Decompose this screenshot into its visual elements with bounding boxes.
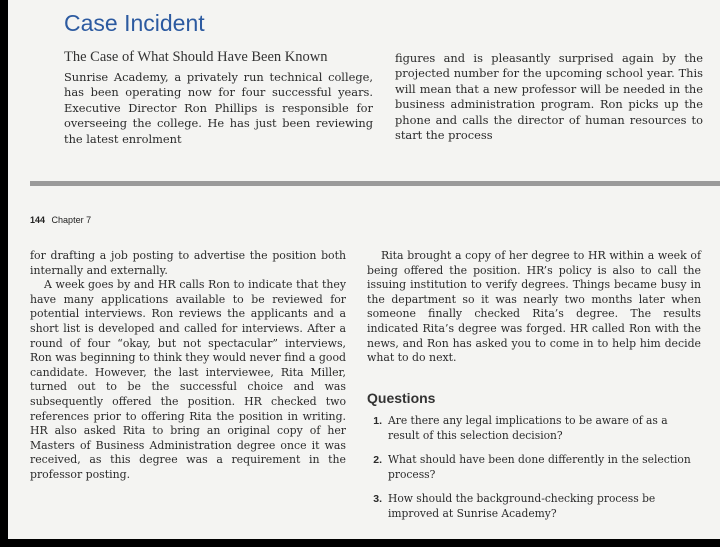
intro-paragraph-left: Sunrise Academy, a privately run technical college, has been operating now for four successful years. Executive Director Ron Phillips is responsible for overseeing the college. He has just been reviewing the latest enrolment [64, 70, 373, 146]
question-number: 3. [373, 493, 382, 505]
question-item [367, 453, 697, 482]
questions-list [367, 414, 697, 531]
body-column-right [367, 249, 701, 366]
page-footer [30, 215, 91, 225]
section-title: Case Incident [64, 10, 205, 36]
question-number: 1. [373, 415, 382, 427]
question-text: Are there any legal implications to be aware of as a result of this selection decision? [388, 414, 668, 442]
case-title: The Case of What Should Have Been Known [64, 49, 328, 65]
question-item [367, 492, 697, 521]
chapter-label: Chapter 7 [51, 215, 92, 225]
question-number: 2. [373, 454, 382, 466]
body-paragraph: A week goes by and HR calls Ron to indicate that they have many applications available to be reviewed for potential interviews. Ron reviews the applicants and a short list is developed and called for interviews. After a round of four “okay, but not spectacular” interviews, Ron was beginning to think they would never find a good candidate. However, the last interviewee, Rita Miller, turned out to be the successful choice and was subsequently offered the position. HR checked two references prior to offering Rita the position in writing. HR also asked Rita to bring an original copy of her Masters of Business Administration degree once it was received, as this degree was a requirement in the professor posting. [30, 278, 346, 481]
intro-paragraph-right: figures and is pleasantly surprised again by the projected number for the upcoming school year. This will mean that a new professor will be needed in the business administration program. Ron picks up the phone and calls the director of human resources to start the process [395, 51, 703, 143]
book-page [8, 0, 720, 539]
page-number: 144 [30, 215, 46, 225]
question-text: What should have been done differently in the selection process? [388, 453, 691, 481]
intro-column-left [64, 70, 373, 147]
question-text: How should the background-checking process be improved at Sunrise Academy? [388, 492, 656, 520]
page-divider [30, 181, 720, 186]
body-paragraph: Rita brought a copy of her degree to HR within a week of being offered the position. HR’s policy is also to call the issuing institution to verify degrees. Things became busy in the department so it was nearly two months later when someone finally checked Rita’s degree. The results indicated Rita’s degree was forged. HR called Ron with the news, and Ron has asked you to come in to help him decide what to do next. [367, 249, 701, 365]
question-item [367, 414, 697, 443]
questions-heading: Questions [367, 390, 436, 406]
body-paragraph: for drafting a job posting to advertise the position both internally and externally. [30, 249, 346, 277]
intro-column-right [395, 51, 703, 143]
body-column-left [30, 249, 346, 483]
